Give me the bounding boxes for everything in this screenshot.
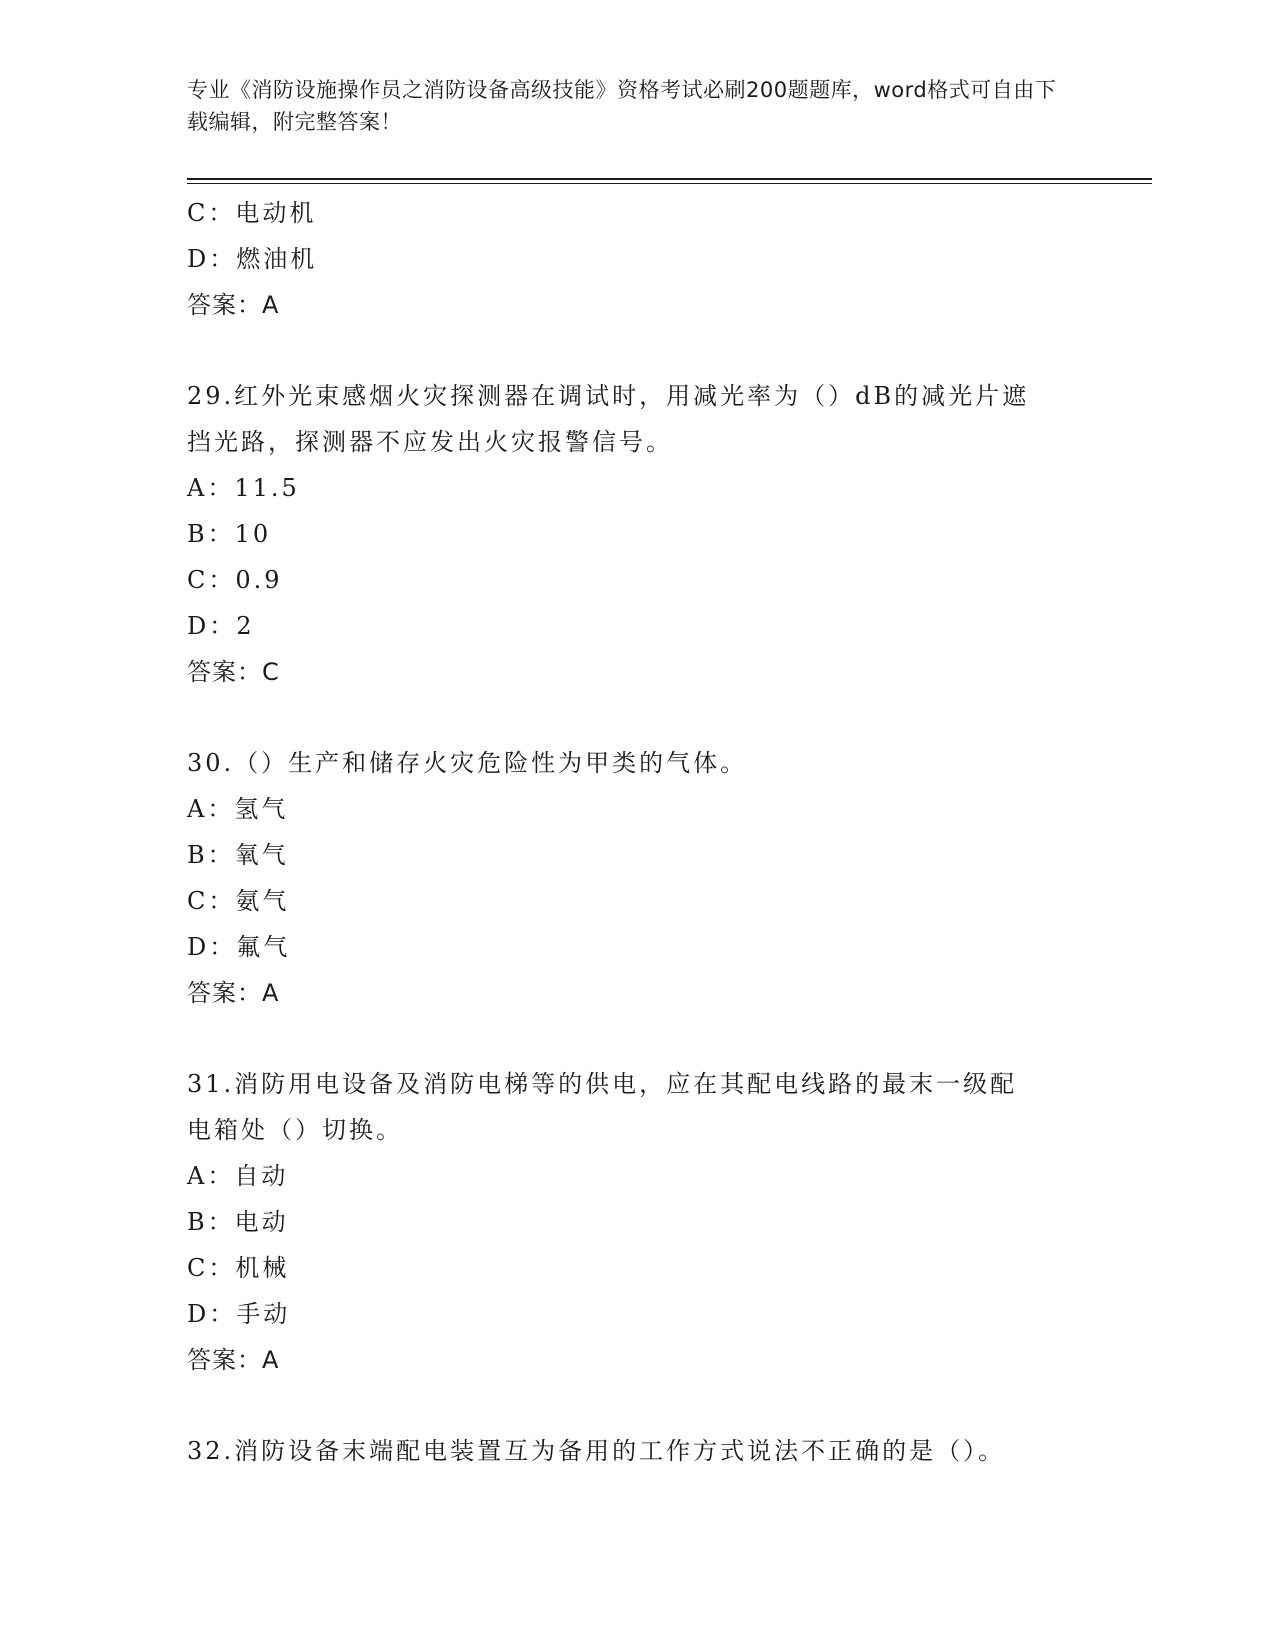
option-c: C：电动机 — [187, 199, 317, 227]
question-32 — [187, 1428, 1087, 1474]
prev-question-block — [187, 190, 1087, 328]
option-b: B：10 — [187, 520, 272, 548]
option-d: D：2 — [187, 612, 255, 640]
option-a: A：自动 — [187, 1162, 289, 1190]
option-a: A：氢气 — [187, 795, 289, 823]
answer-line: 答案：C — [187, 658, 280, 686]
option-b: B：电动 — [187, 1208, 289, 1236]
answer-line: 答案：A — [187, 979, 280, 1007]
question-text-line: 30.（）生产和储存火灾危险性为甲类的气体。 — [187, 749, 748, 777]
option-c: C：氨气 — [187, 887, 290, 915]
question-30 — [187, 740, 1087, 1016]
option-b: B：氧气 — [187, 841, 289, 869]
question-text-line: 电箱处（）切换。 — [187, 1116, 403, 1144]
question-text-line: 32.消防设备末端配电装置互为备用的工作方式说法不正确的是（）。 — [187, 1437, 1006, 1465]
option-c: C：0.9 — [187, 566, 283, 594]
question-text-line: 29.红外光束感烟火灾探测器在调试时，用减光率为（）dB的减光片遮 — [187, 382, 1030, 410]
option-d: D：燃油机 — [187, 245, 318, 273]
option-c: C：机械 — [187, 1254, 290, 1282]
question-list — [187, 190, 1087, 1474]
option-a: A：11.5 — [187, 474, 300, 502]
question-29 — [187, 373, 1087, 695]
question-text-line: 挡光路，探测器不应发出火灾报警信号。 — [187, 428, 673, 456]
header-rule-thick — [187, 178, 1152, 180]
question-text-line: 31.消防用电设备及消防电梯等的供电，应在其配电线路的最末一级配 — [187, 1070, 1018, 1098]
document-header: 专业《消防设施操作员之消防设备高级技能》资格考试必刷200题题库，word格式可自由下载编辑，附完整答案！ — [187, 78, 1057, 134]
answer-line: 答案：A — [187, 291, 280, 319]
question-31 — [187, 1061, 1087, 1383]
answer-line: 答案：A — [187, 1346, 280, 1374]
option-d: D：手动 — [187, 1300, 291, 1328]
option-d: D：氟气 — [187, 933, 291, 961]
header-rule-thin — [187, 183, 1152, 184]
